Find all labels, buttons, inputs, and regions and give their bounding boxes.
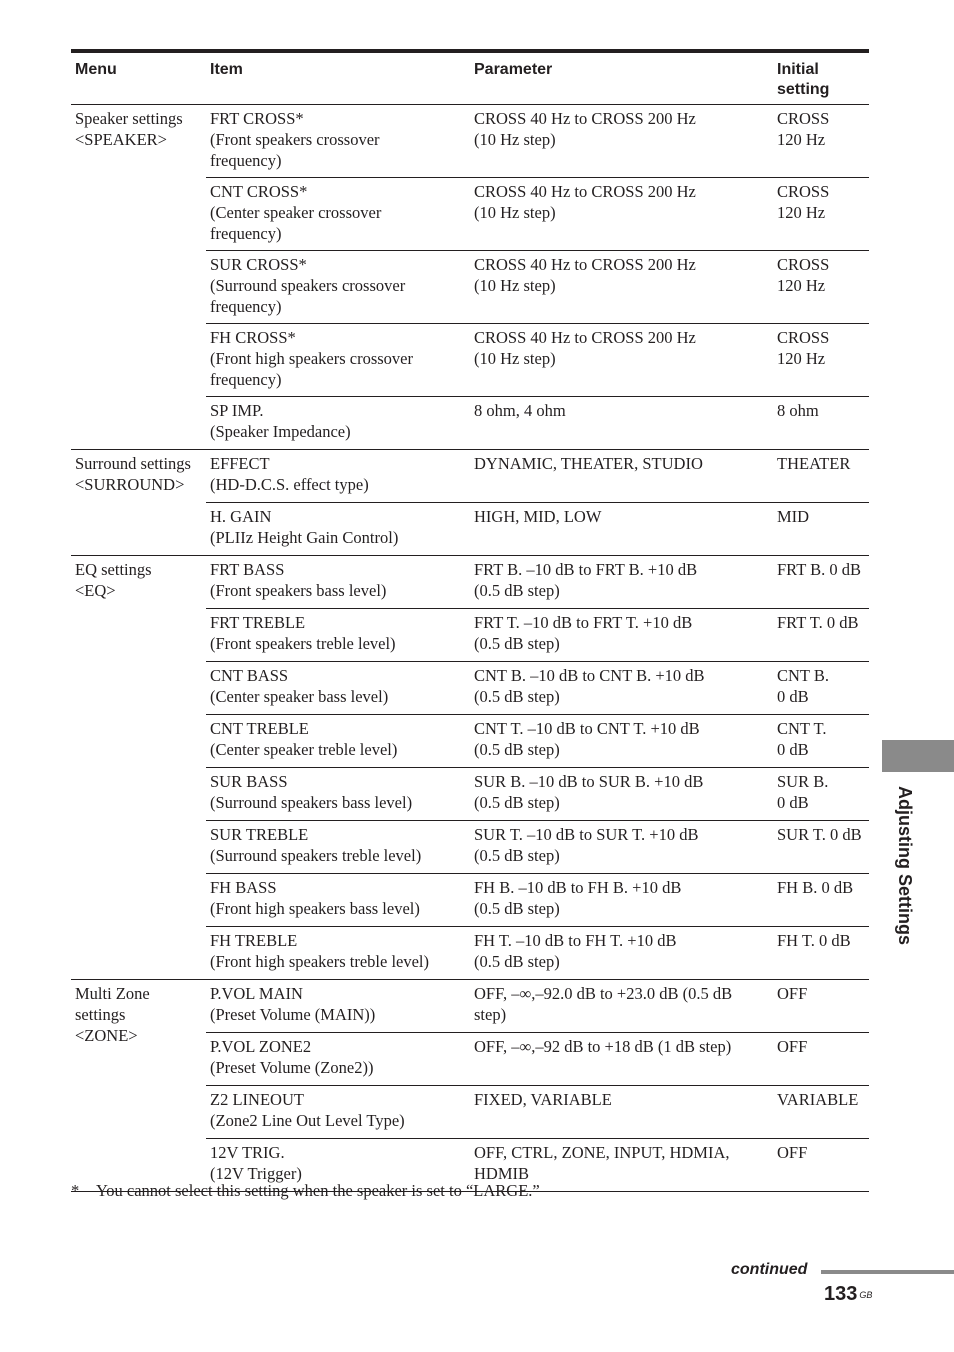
parameter-cell: CNT B. –10 dB to CNT B. +10 dB (0.5 dB step) bbox=[470, 662, 773, 715]
item-cell: SUR BASS (Surround speakers bass level) bbox=[206, 768, 470, 821]
header-parameter: Parameter bbox=[470, 51, 773, 105]
parameter-cell: OFF, –∞,–92 dB to +18 dB (1 dB step) bbox=[470, 1033, 773, 1086]
item-cell: P.VOL MAIN (Preset Volume (MAIN)) bbox=[206, 980, 470, 1033]
continued-label: continued bbox=[731, 1261, 808, 1278]
parameter-cell: OFF, –∞,–92.0 dB to +23.0 dB (0.5 dB step) bbox=[470, 980, 773, 1033]
initial-setting-cell: SUR T. 0 dB bbox=[773, 821, 869, 874]
initial-setting-cell: 8 ohm bbox=[773, 397, 869, 450]
initial-setting-cell: FRT T. 0 dB bbox=[773, 609, 869, 662]
item-cell: SUR CROSS* (Surround speakers crossover frequency) bbox=[206, 251, 470, 324]
item-cell: H. GAIN (PLIIz Height Gain Control) bbox=[206, 503, 470, 556]
section-tab-marker bbox=[882, 740, 954, 772]
menu-cell: Speaker settings <SPEAKER> bbox=[71, 105, 206, 450]
parameter-cell: CNT T. –10 dB to CNT T. +10 dB (0.5 dB step) bbox=[470, 715, 773, 768]
item-cell: FRT BASS (Front speakers bass level) bbox=[206, 556, 470, 609]
parameter-cell: DYNAMIC, THEATER, STUDIO bbox=[470, 450, 773, 503]
parameter-cell: SUR T. –10 dB to SUR T. +10 dB (0.5 dB step) bbox=[470, 821, 773, 874]
parameter-cell: CROSS 40 Hz to CROSS 200 Hz (10 Hz step) bbox=[470, 251, 773, 324]
footnote-text: You cannot select this setting when the speaker is set to “LARGE.” bbox=[96, 1181, 540, 1200]
header-row bbox=[71, 51, 869, 105]
item-cell: CNT TREBLE (Center speaker treble level) bbox=[206, 715, 470, 768]
item-cell: EFFECT (HD-D.C.S. effect type) bbox=[206, 450, 470, 503]
page-number bbox=[824, 1282, 872, 1306]
item-cell: SP IMP. (Speaker Impedance) bbox=[206, 397, 470, 450]
parameter-cell: HIGH, MID, LOW bbox=[470, 503, 773, 556]
parameter-cell: FH B. –10 dB to FH B. +10 dB (0.5 dB step) bbox=[470, 874, 773, 927]
continued-bar bbox=[821, 1270, 954, 1274]
table-header bbox=[71, 51, 869, 105]
initial-setting-cell: OFF bbox=[773, 1139, 869, 1192]
initial-setting-cell: OFF bbox=[773, 1033, 869, 1086]
initial-setting-cell: FRT B. 0 dB bbox=[773, 556, 869, 609]
initial-setting-cell: FH T. 0 dB bbox=[773, 927, 869, 980]
parameter-cell: FRT T. –10 dB to FRT T. +10 dB (0.5 dB step) bbox=[470, 609, 773, 662]
item-cell: FRT CROSS* (Front speakers crossover frequency) bbox=[206, 105, 470, 178]
item-cell: 12V TRIG. (12V Trigger) bbox=[206, 1139, 470, 1192]
page-number-suffix: GB bbox=[859, 1290, 873, 1300]
item-cell: FH TREBLE (Front high speakers treble level) bbox=[206, 927, 470, 980]
section-side-label: Adjusting Settings bbox=[895, 786, 915, 945]
table-row bbox=[71, 105, 869, 178]
item-cell: FH BASS (Front high speakers bass level) bbox=[206, 874, 470, 927]
initial-setting-cell: THEATER bbox=[773, 450, 869, 503]
item-cell: FH CROSS* (Front high speakers crossover frequency) bbox=[206, 324, 470, 397]
settings-table bbox=[71, 49, 869, 1192]
initial-setting-cell: FH B. 0 dB bbox=[773, 874, 869, 927]
parameter-cell: SUR B. –10 dB to SUR B. +10 dB (0.5 dB step) bbox=[470, 768, 773, 821]
parameter-cell: FH T. –10 dB to FH T. +10 dB (0.5 dB step) bbox=[470, 927, 773, 980]
initial-setting-cell: CROSS 120 Hz bbox=[773, 178, 869, 251]
initial-setting-cell: CROSS 120 Hz bbox=[773, 251, 869, 324]
parameter-cell: FIXED, VARIABLE bbox=[470, 1086, 773, 1139]
item-cell: FRT TREBLE (Front speakers treble level) bbox=[206, 609, 470, 662]
initial-setting-cell: MID bbox=[773, 503, 869, 556]
menu-cell: Surround settings <SURROUND> bbox=[71, 450, 206, 556]
table-row bbox=[71, 450, 869, 503]
initial-setting-cell: SUR B. 0 dB bbox=[773, 768, 869, 821]
initial-setting-cell: CNT B. 0 dB bbox=[773, 662, 869, 715]
parameter-cell: OFF, CTRL, ZONE, INPUT, HDMIA, HDMIB bbox=[470, 1139, 773, 1192]
menu-cell: EQ settings <EQ> bbox=[71, 556, 206, 980]
item-cell: CNT CROSS* (Center speaker crossover frequency) bbox=[206, 178, 470, 251]
header-initial-setting: Initial setting bbox=[773, 51, 869, 105]
initial-setting-cell: CROSS 120 Hz bbox=[773, 105, 869, 178]
menu-cell: Multi Zone settings <ZONE> bbox=[71, 980, 206, 1192]
item-cell: P.VOL ZONE2 (Preset Volume (Zone2)) bbox=[206, 1033, 470, 1086]
parameter-cell: CROSS 40 Hz to CROSS 200 Hz (10 Hz step) bbox=[470, 178, 773, 251]
item-cell: Z2 LINEOUT (Zone2 Line Out Level Type) bbox=[206, 1086, 470, 1139]
initial-setting-cell: OFF bbox=[773, 980, 869, 1033]
item-cell: SUR TREBLE (Surround speakers treble level) bbox=[206, 821, 470, 874]
initial-setting-cell: CROSS 120 Hz bbox=[773, 324, 869, 397]
parameter-cell: FRT B. –10 dB to FRT B. +10 dB (0.5 dB step) bbox=[470, 556, 773, 609]
parameter-cell: 8 ohm, 4 ohm bbox=[470, 397, 773, 450]
header-item: Item bbox=[206, 51, 470, 105]
footnote bbox=[71, 1181, 540, 1201]
table-body bbox=[71, 105, 869, 1192]
item-cell: CNT BASS (Center speaker bass level) bbox=[206, 662, 470, 715]
parameter-cell: CROSS 40 Hz to CROSS 200 Hz (10 Hz step) bbox=[470, 324, 773, 397]
header-menu: Menu bbox=[71, 51, 206, 105]
parameter-cell: CROSS 40 Hz to CROSS 200 Hz (10 Hz step) bbox=[470, 105, 773, 178]
page-number-value: 133 bbox=[824, 1283, 858, 1305]
settings-table-container bbox=[71, 49, 869, 1192]
footnote-mark: * bbox=[71, 1181, 80, 1200]
initial-setting-cell: VARIABLE bbox=[773, 1086, 869, 1139]
table-row bbox=[71, 556, 869, 609]
initial-setting-cell: CNT T. 0 dB bbox=[773, 715, 869, 768]
table-row bbox=[71, 980, 869, 1033]
